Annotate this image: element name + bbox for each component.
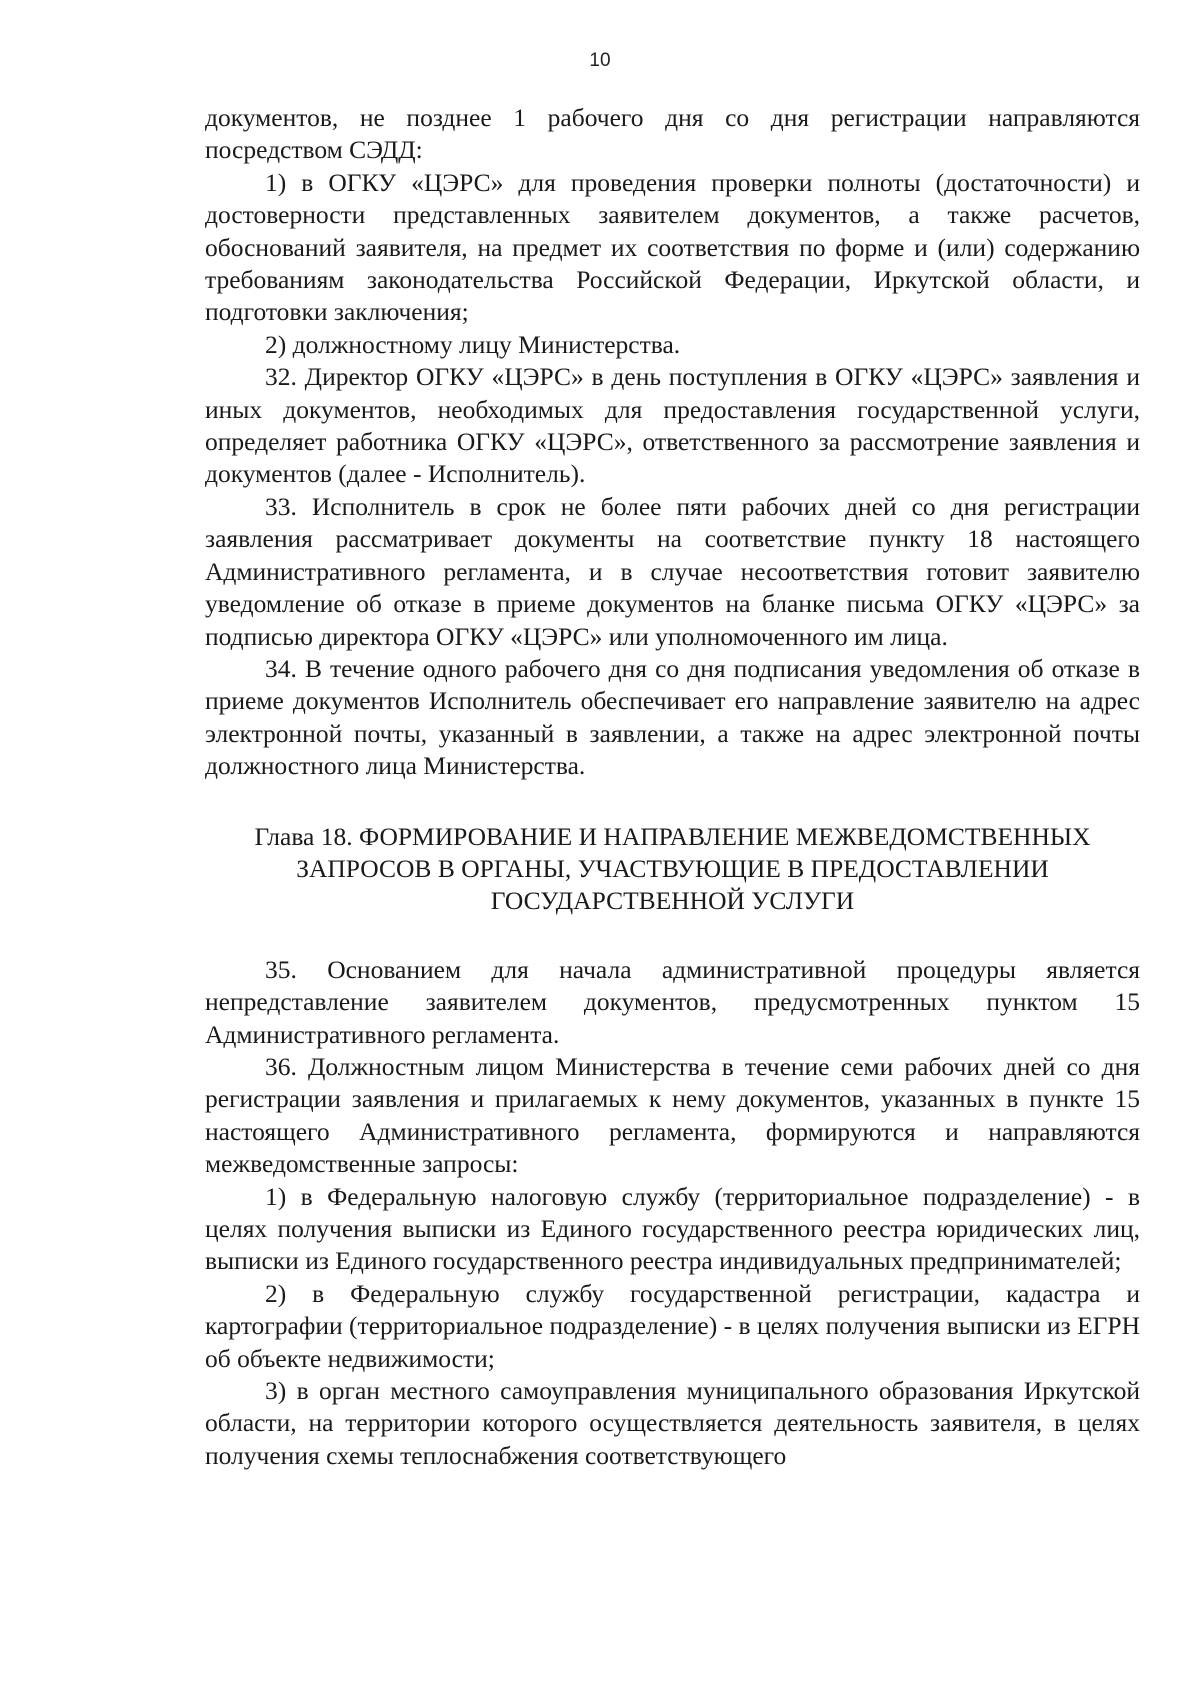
chapter-heading-line-3: ГОСУДАРСТВЕННОЙ УСЛУГИ xyxy=(490,886,855,916)
paragraph-continuation: документов, не позднее 1 рабочего дня со дня регистрации направляются посредством СЭДД: xyxy=(205,103,1140,165)
list-item-2: 2) должностному лицу Министерства. xyxy=(265,329,681,359)
request-item-1: 1) в Федеральную налоговую службу (территориальное подразделение) - в целях получения выписки из Единого государственного реестра юридических лиц, выписки из Единого государственного реестра индивидуальных предпринимателей; xyxy=(205,1181,1140,1276)
document-body xyxy=(205,102,1140,1472)
request-item-2: 2) в Федеральную службу государственной регистрации, кадастра и картографии (территориальное подразделение) - в целях получения выписки из ЕГРН об объекте недвижимости; xyxy=(205,1278,1140,1373)
page-number: 10 xyxy=(589,50,611,71)
paragraph-35: 35. Основанием для начала административной процедуры является непредставление заявителем документов, предусмотренных пунктом 15 Административного регламента. xyxy=(205,954,1140,1049)
paragraph-36: 36. Должностным лицом Министерства в течение семи рабочих дней со дня регистрации заявления и прилагаемых к нему документов, указанных в пункте 15 настоящего Административного регламента, формируются и направляются межведомственные запросы: xyxy=(205,1051,1140,1179)
list-item-1: 1) в ОГКУ «ЦЭРС» для проведения проверки полноты (достаточности) и достоверности представленных заявителем документов, а также расчетов, обоснований заявителя, на предмет их соответствия по форме и (или) содержанию требованиям законодательства Российской Федерации, Иркутской области, и подготовки заключения; xyxy=(205,167,1140,327)
chapter-heading-line-1: Глава 18. ФОРМИРОВАНИЕ И НАПРАВЛЕНИЕ МЕЖВЕДОМСТВЕННЫХ xyxy=(254,821,1091,851)
paragraph-34: 34. В течение одного рабочего дня со дня подписания уведомления об отказе в приеме документов Исполнитель обеспечивает его направление заявителю на адрес электронной почты, указанный в заявлении, а также на адрес электронной почты должностного лица Министерства. xyxy=(205,653,1140,781)
chapter-heading-line-2: ЗАПРОСОВ В ОРГАНЫ, УЧАСТВУЮЩИЕ В ПРЕДОСТАВЛЕНИИ xyxy=(296,853,1049,883)
paragraph-33: 33. Исполнитель в срок не более пяти рабочих дней со дня регистрации заявления рассматривает документы на соответствие пункту 18 настоящего Административного регламента, и в случае несоответствия готовит заявителю уведомление об отказе в приеме документов на бланке письма ОГКУ «ЦЭРС» за подписью директора ОГКУ «ЦЭРС» или уполномоченного им лица. xyxy=(205,491,1140,651)
chapter-heading xyxy=(205,821,1140,918)
request-item-3: 3) в орган местного самоуправления муниципального образования Иркутской области, на территории которого осуществляется деятельность заявителя, в целях получения схемы теплоснабжения соответствующего xyxy=(205,1376,1140,1470)
paragraph-32: 32. Директор ОГКУ «ЦЭРС» в день поступления в ОГКУ «ЦЭРС» заявления и иных документов, необходимых для предоставления государственной услуги, определяет работника ОГКУ «ЦЭРС», ответственного за рассмотрение заявления и документов (далее - Исполнитель). xyxy=(205,362,1140,489)
